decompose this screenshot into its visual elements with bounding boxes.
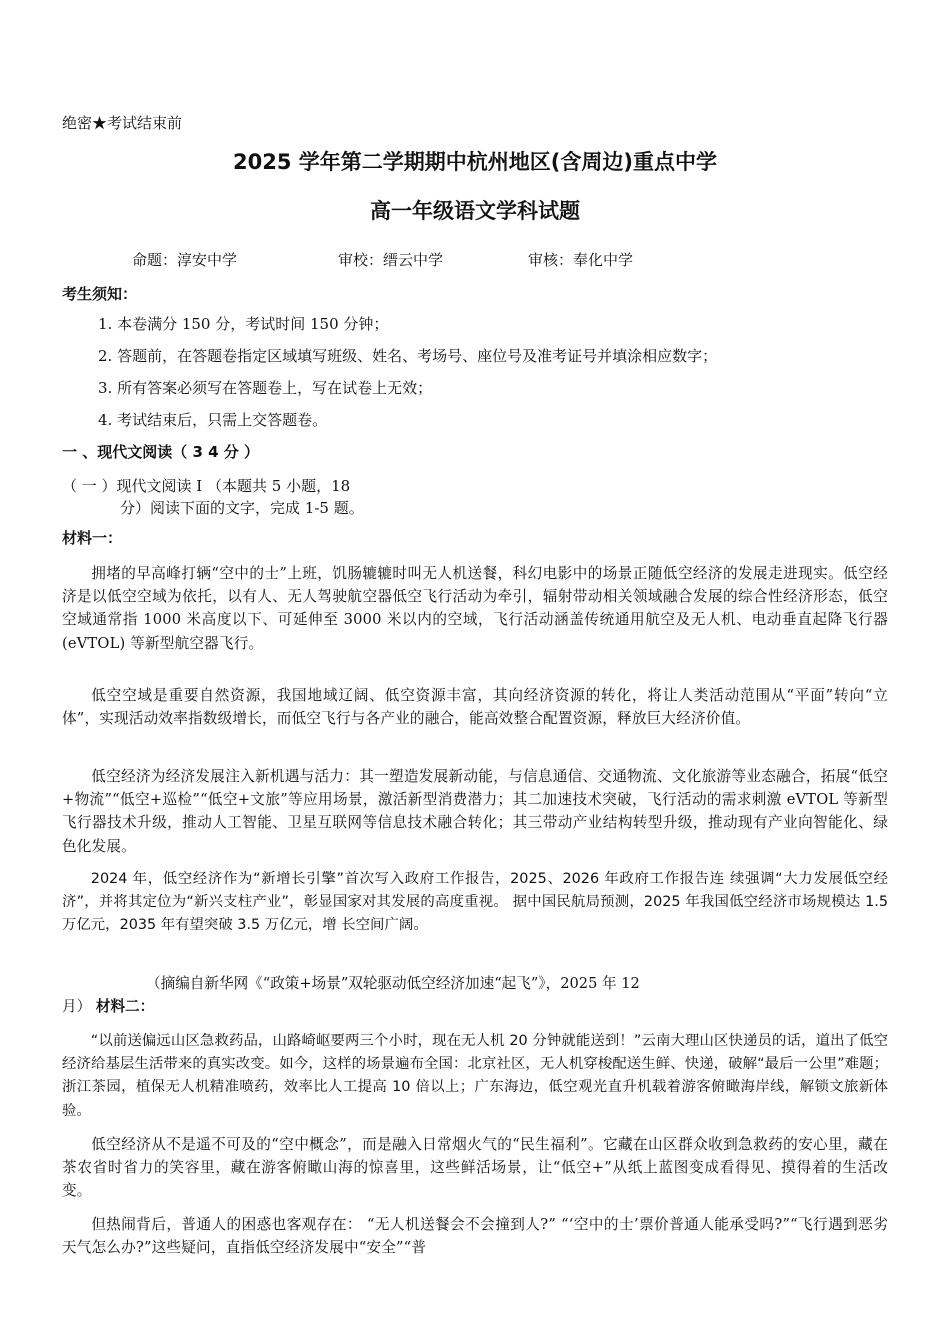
- paragraph: 但热闹背后，普通人的困惑也客观存在： “无人机送餐会不会撞到人?” “‘空中的士’票价普通人能承受吗?”“飞行遇到恶劣天气怎么办?”这些疑问，直指低空经济发展中“安全”“普: [62, 1216, 888, 1257]
- exam-title: 2025 学年第二学期期中杭州地区(含周边)重点中学: [233, 150, 717, 174]
- section-heading: 一 、现代文阅读（ 3 4 分 ）: [62, 443, 259, 461]
- paragraph: 低空经济为经济发展注入新机遇与活力：其一塑造发展新动能，与信息通信、交通物流、文化旅游等业态融合，拓展“低空+物流”“低空+巡检”“低空+文旅”等应用场景，激活新型消费潜力；其二加速技术突破，飞行活动的需求刺激 eVTOL 等新型飞行器技术升级，推动人工智能、卫星互联网等信息技术融合转化；其三带动产业结构转型升级，推动现有产业向智能化、绿色化发展。: [62, 768, 888, 855]
- notice-item: 3. 所有答案必须写在答题卷上，写在试卷上无效；: [98, 379, 433, 397]
- source-line: （摘编自新华网《“政策+场景”双轮驱动低空经济加速“起飞”》，2025 年 12: [146, 975, 640, 992]
- notice-label: 考生须知：: [62, 285, 138, 303]
- confidential-mark: 绝密★考试结束前: [62, 114, 183, 132]
- subsection-line: （ 一 ）现代文阅读 I （本题共 5 小题，18: [62, 477, 351, 495]
- material-label: 材料二：: [95, 998, 155, 1016]
- subsection-instructions: [62, 475, 462, 519]
- paragraph: 低空经济从不是遥不可及的“空中概念”，而是融入日常烟火气的“民生福利”。它藏在山区群众收到急救药的安心里，藏在茶农省时省力的笑容里，藏在游客俯瞰山海的惊喜里，这些鲜活场景，让“低空+”从纸上蓝图变成看得见、摸得着的生活改变。: [62, 1136, 888, 1200]
- notice-item: 2. 答题前，在答题卷指定区域填写班级、姓名、考场号、座位号及准考证号并填涂相应数字；: [98, 347, 718, 365]
- paragraph: 低空空域是重要自然资源，我国地域辽阔、低空资源丰富，其向经济资源的转化，将让人类活动范围从“平面”转向“立体”，实现活动效率指数级增长，而低空飞行与各产业的融合，能高效整合配置资源，释放巨大经济价值。: [62, 687, 888, 728]
- subsection-line: 分）阅读下面的文字，完成 1-5 题。: [120, 499, 364, 517]
- credit-approver: 审核：奉化中学: [528, 251, 634, 269]
- paragraph: “以前送偏远山区急救药品，山路崎岖要两三个小时，现在无人机 20 分钟就能送到！”云南大理山区快递员的话，道出了低空经济给基层生活带来的真实改变。如今，这样的场景遍布全国：北京社区，无人机穿梭配送生鲜、快递，破解“最后一公里”难题；浙江茶园，植保无人机精准喷药，效率比人工提高 10 倍以上；广东海边，低空观光直升机载着游客俯瞰海岸线，解锁文旅新体验。: [62, 1033, 888, 1119]
- material-label: 材料一：: [62, 529, 123, 547]
- notice-item: 1. 本卷满分 150 分，考试时间 150 分钟；: [98, 315, 389, 333]
- source-citation: [62, 972, 888, 1018]
- credit-reviewer: 审校：缙云中学: [338, 251, 444, 269]
- exam-subtitle: 高一年级语文学科试题: [370, 199, 580, 223]
- source-line: 月）: [62, 998, 92, 1016]
- credit-setter: 命题：淳安中学: [132, 251, 238, 269]
- paragraph: 2024 年，低空经济作为“新增长引擎”首次写入政府工作报告，2025、2026 年政府工作报告连 续强调“大力发展低空经济”，并将其定位为“新兴支柱产业”，彰显国家对其发展的高度重视。 据中国民航局预测，2025 年我国低空经济市场规模达 1.5 万亿元，2035 年有望突破 3.5 万亿元，增 长空间广阔。: [62, 871, 888, 934]
- paragraph: 拥堵的早高峰打辆“空中的士”上班，饥肠辘辘时叫无人机送餐，科幻电影中的场景正随低空经济的发展走进现实。低空经济是以低空空域为依托，以有人、无人驾驶航空器低空飞行活动为牵引，辐射带动相关领域融合发展的综合性经济形态，低空空域通常指 1000 米高度以下、可延伸至 3000 米以内的空域，飞行活动涵盖传统通用航空及无人机、电动垂直起降飞行器(eVTOL) 等新型航空器飞行。: [62, 565, 888, 652]
- notice-item: 4. 考试结束后，只需上交答题卷。: [98, 411, 328, 429]
